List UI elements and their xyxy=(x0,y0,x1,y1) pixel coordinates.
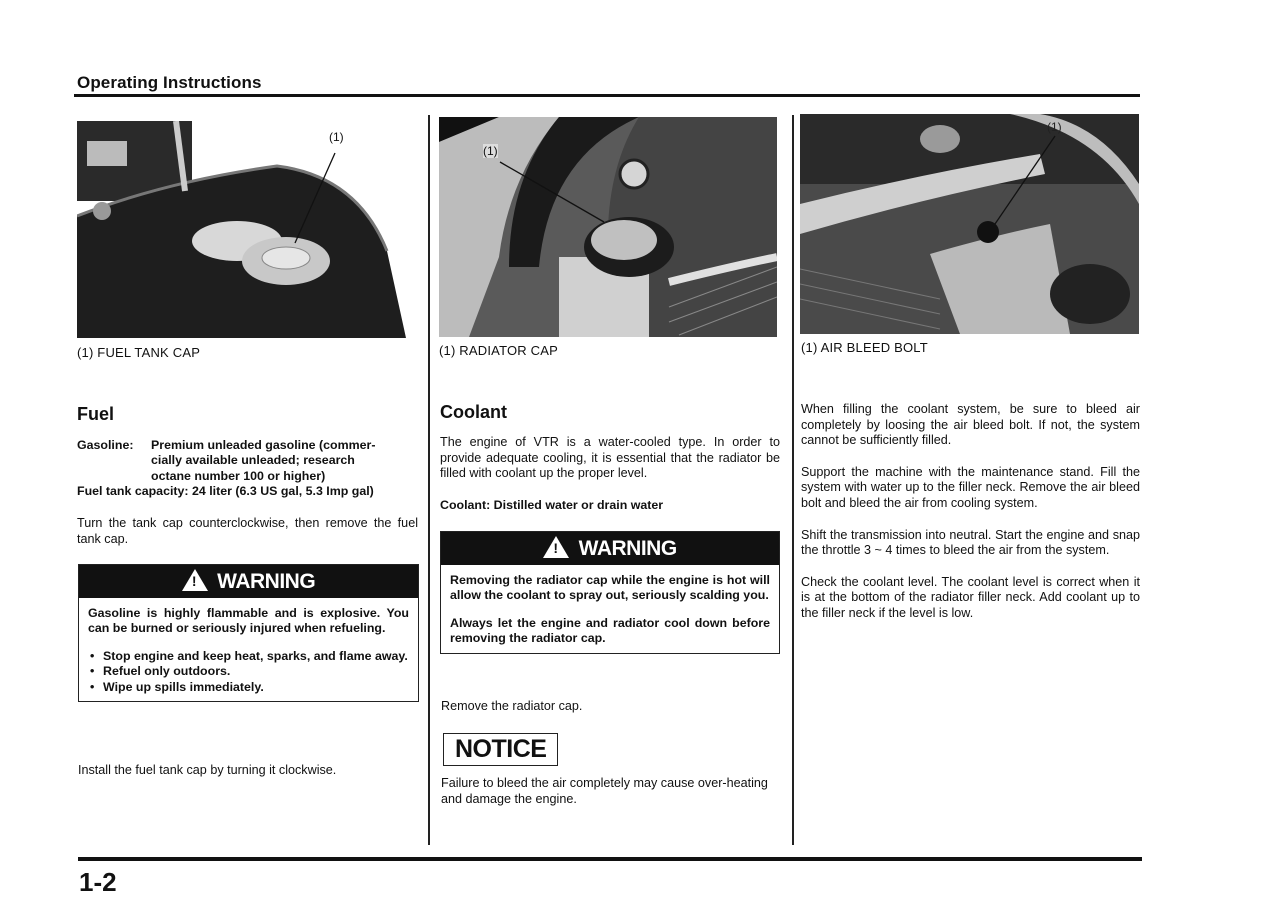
air-bleed-figure-caption: (1) AIR BLEED BOLT xyxy=(801,340,928,355)
section-title-coolant: Coolant xyxy=(440,402,507,422)
warning-header xyxy=(79,565,418,598)
fuel-figure-caption: (1) FUEL TANK CAP xyxy=(77,345,201,360)
header-rule xyxy=(74,94,1140,97)
warning-text: Always let the engine and radiator cool down before removing the radiator cap. xyxy=(450,615,770,646)
spec-label: Gasoline: xyxy=(77,438,134,452)
warning-heading: WARNING xyxy=(217,570,316,593)
column-divider-1 xyxy=(428,115,430,845)
air-bleed-bolt-photo xyxy=(800,114,1139,334)
fuel-tank-photo xyxy=(77,121,406,338)
warning-body xyxy=(79,598,418,701)
coolant-intro-text: The engine of VTR is a water-cooled type. In order to provide adequate cooling, it is essential that the radiator be filled with coolant up the proper level. xyxy=(440,435,780,481)
warning-triangle-icon: ! xyxy=(543,536,569,558)
page-number: 1-2 xyxy=(79,867,117,897)
warning-body xyxy=(441,565,779,653)
radiator-figure-caption: (1) RADIATOR CAP xyxy=(439,343,559,358)
bleed-paragraph: Support the machine with the maintenance stand. Fill the system with water up to the filler neck. Remove the air bleed bolt and bleed the air from cooling system. xyxy=(801,464,1140,510)
bleed-paragraph: When filling the coolant system, be sure to bleed air completely by loosing the air bleed bolt. If not, the system cannot be sufficiently filled. xyxy=(801,402,1140,448)
warning-text: Gasoline is highly flammable and is explosive. You can be burned or seriously injured when refueling. xyxy=(88,606,409,636)
warning-text: Removing the radiator cap while the engine is hot will allow the coolant to spray out, seriously scalding you. xyxy=(450,573,770,603)
figure-callout: (1) xyxy=(329,130,344,144)
footer-rule xyxy=(78,857,1142,861)
notice-text: Failure to bleed the air completely may cause over-heating and damage the engine. xyxy=(441,776,768,806)
figure-callout: (1) xyxy=(1047,120,1062,134)
fuel-intro-text: Turn the tank cap counterclockwise, then remove the fuel tank cap. xyxy=(77,516,418,546)
radiator-cap-photo xyxy=(439,117,777,337)
bleed-paragraph: Check the coolant level. The coolant level is correct when it is at the bottom of the radiator filler neck. Add coolant up to the filler neck if the level is low. xyxy=(801,574,1140,620)
warning-bullet: • Refuel only outdoors. xyxy=(88,664,409,679)
fuel-warning-box xyxy=(78,564,419,702)
warning-triangle-icon: ! xyxy=(182,569,208,591)
spec-label: Fuel tank capacity: xyxy=(77,484,189,499)
section-title-fuel: Fuel xyxy=(77,404,115,424)
coolant-step-text: Remove the radiator cap. xyxy=(441,699,583,713)
fuel-closing-text: Install the fuel tank cap by turning it clockwise. xyxy=(78,763,337,777)
column-divider-2 xyxy=(792,115,794,845)
notice-label: NOTICE xyxy=(443,733,558,766)
bleed-instructions xyxy=(801,402,1140,638)
spec-value: 24 liter (6.3 US gal, 5.3 Imp gal) xyxy=(192,484,374,499)
bleed-paragraph: Shift the transmission into neutral. Start the engine and snap the throttle 3 ~ 4 times to bleed the air from the system. xyxy=(801,527,1140,558)
spec-value-line: Premium unleaded gasoline (commer- xyxy=(151,438,376,452)
spec-value-line: octane number 100 or higher) xyxy=(151,468,326,483)
warning-heading: WARNING xyxy=(578,537,677,560)
warning-bullet: • Stop engine and keep heat, sparks, and flame away. xyxy=(88,649,409,664)
warning-bullets xyxy=(88,649,409,695)
coolant-spec: Coolant: Distilled water or drain water xyxy=(440,498,664,512)
warning-header xyxy=(441,532,779,565)
fuel-specs xyxy=(77,438,417,500)
coolant-warning-box xyxy=(440,531,780,654)
figure-callout: (1) xyxy=(483,144,498,158)
page-header-title: Operating Instructions xyxy=(77,73,262,92)
spec-value-line: cially available unleaded; research xyxy=(151,453,355,468)
warning-bullet: • Wipe up spills immediately. xyxy=(88,680,409,695)
